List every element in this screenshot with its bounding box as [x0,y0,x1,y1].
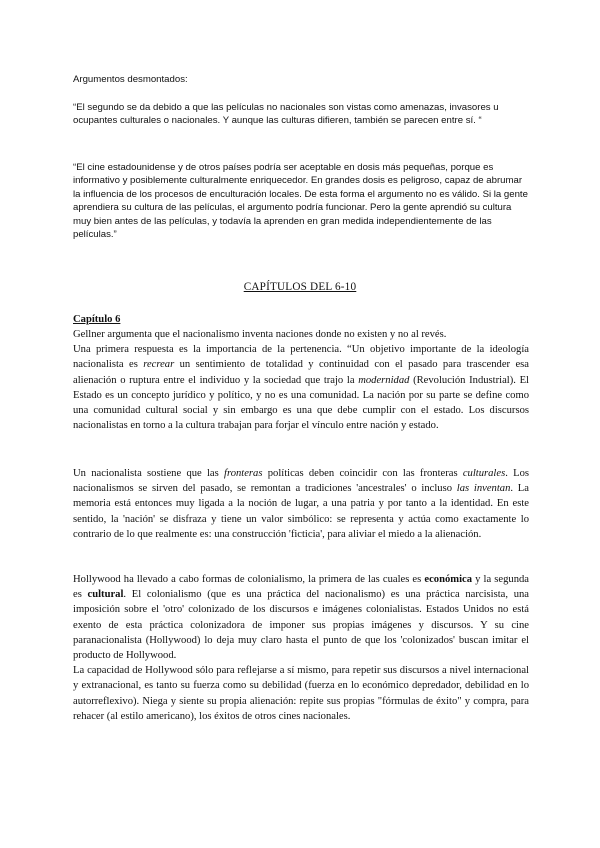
paragraph-hollywood: Hollywood ha llevado a cabo formas de colonialismo, la primera de las cuales es económica y la segunda es cultural. El colonialismo (que es una práctica del nacionalismo) es una práctica narcisista, una imposición sobre el 'otro' colonizado de los discursos e imágenes colonialistas. Estados Unidos no está exento de esta práctica colonizadora de imponer sus propias imágenes y discursos. Y su cine paranacionalista (Hollywood) lo deja muy claro hasta el punto de que los 'colonizados' buscan imitar el producto de Hollywood. La capacidad de Hollywood sólo para reflejarse a sí mismo, para repetir sus discursos a nivel internacional y extranacional, es tanto su fuerza como su debilidad (fuerza en lo económico depredador, debilidad en lo autorreflexivo). Niega y siente su propia alienación: repite sus propias "fórmulas de éxito" y compra, para rehacer (al estilo americano), los éxitos de otros cines nacionales. [73,572,529,724]
section-title: CAPÍTULOS DEL 6-10 [243,281,357,293]
paragraph-borders: Un nacionalista sostiene que las fronteras políticas deben coincidir con las fronteras culturales. Los nacionalismos se sirven del pasado, se remontan a tradiciones 'ancestrales' o incluso las inventan. La memoria está entonces muy ligada a la noción de lugar, a una patria y por tanto a la identidad. En este sentido, la 'nación' se disfraza y tiene un valor simbólico: se representa y actúa como exactamente lo contrario de lo que realmente es: una construcción 'ficticia', para aliviar el miedo a la alienación. [73,468,529,540]
paragraph-hollywood-capacity: La capacidad de Hollywood sólo para reflejarse a sí mismo, para repetir sus discursos a nivel internacional y extranacional, es tanto su fuerza como su debilidad (fuerza en lo económico depredador, debilidad en lo autorreflexivo). Niega y siente su propia alienación: repite sus propias "fórmulas de éxito" y compra, para rehacer (al estilo americano), los éxitos de otros cines nacionales. [73,665,529,722]
chapter-heading: Capítulo 6 [73,314,121,325]
arguments-heading: Argumentos desmontados: [73,74,188,85]
paragraph-belonging: Una primera respuesta es la importancia de la pertenencia. “Un objetivo importante de la ideología nacionalista es recrear un sentimiento de totalidad y continuidad con el pasado para trascender esa alienación o ruptura entre el individuo y la sociedad que trajo la modernidad (Revolución Industrial). El Estado es un concepto jurídico y político, y no es una comunidad. La nación por su parte se define como una comunidad cultural social y sin embargo es una que debe cumplir con el estado. Los discursos nacionalistas en torno a la cultura trabajan para forjar el vínculo entre nación y estado. [73,344,529,432]
quote-paragraph-1: “El segundo se da debido a que las películas no nacionales son vistas como amenazas, invasores u ocupantes culturales o nacionales. Y aunque las culturas difieren, también se parecen entre sí. “ [73,102,499,127]
quote-paragraph-2: “El cine estadounidense y de otros países podría ser aceptable en dosis más pequeñas, porque es informativo y posiblemente culturalmente enriquecedor. En grandes dosis es peligroso, capaz de abrumar la influencia de los procesos de enculturación locales. De esta forma el argumento no es válido. Si la gente aprendiera su cultura de las películas, el argumento podría funcionar. Pero la gente aprendió su cultura muy bien antes de las películas, y todavía la aprenden en gran medida independientemente de las películas.” [73,162,528,241]
chapter-body [73,327,529,433]
chapter-intro-line: Gellner argumenta que el nacionalismo inventa naciones donde no existen y no al revés. [73,329,447,340]
